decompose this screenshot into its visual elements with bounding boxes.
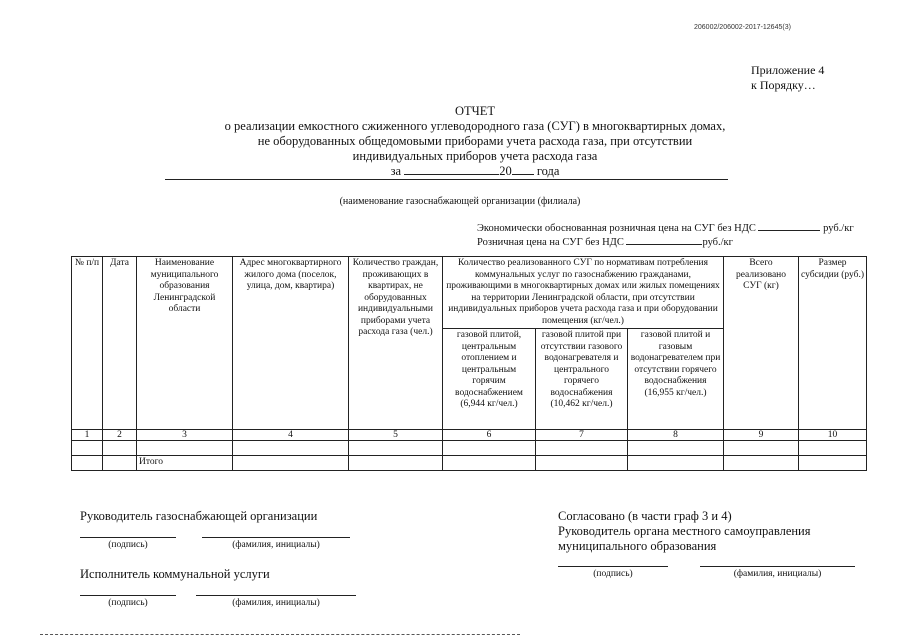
local-head-name-line[interactable] [700, 566, 855, 567]
table-cell[interactable] [72, 441, 103, 456]
table-cell[interactable] [536, 441, 628, 456]
period-prefix: за [390, 164, 402, 178]
header-group-lpg: Количество реализованного СУГ по нормативам потребления коммунальных услуг по газоснабжению гражданами, проживающими в многоквартирных домах или жилых помещениях на территории Ленинградской области, при отсутствии индивидуальных приборов учета расхода газа и при оборудовании помещения (кг/чел.) [443, 257, 724, 329]
table-cell[interactable] [233, 456, 349, 471]
table-cell[interactable] [233, 441, 349, 456]
retail-price-label: Розничная цена на СУГ без НДС [477, 237, 624, 248]
table-cell[interactable] [724, 456, 799, 471]
header-stove-central: газовой плитой, центральным отоплением и центральным горячим водоснабжением (6,944 кг/чел.) [443, 329, 536, 430]
column-number: 8 [628, 430, 724, 441]
header-date: Дата [103, 257, 137, 430]
header-stove-heater: газовой плитой и газовым водонагревателем при отсутствии горячего водоснабжения (16,955 кг/чел.) [628, 329, 724, 430]
economic-price-unit: руб./кг [823, 223, 854, 234]
org-name-line [165, 179, 728, 180]
table-cell[interactable] [628, 456, 724, 471]
name-caption: (фамилия, инициалы) [232, 598, 320, 608]
table-cell[interactable] [724, 441, 799, 456]
appendix-line-1: Приложение 4 [751, 63, 825, 77]
agreement-block [558, 509, 811, 554]
price-block [477, 221, 854, 249]
table-cell[interactable] [628, 441, 724, 456]
table-cell[interactable] [137, 441, 233, 456]
economic-price-row [477, 221, 854, 235]
signature-caption: (подпись) [108, 540, 148, 550]
table-cell[interactable] [349, 441, 443, 456]
title-line-1: о реализации емкостного сжиженного углеводородного газа (СУГ) в многоквартирных домах, [224, 119, 726, 133]
column-number: 5 [349, 430, 443, 441]
executor-signature-line[interactable] [80, 595, 176, 596]
page-edge-line [40, 634, 520, 635]
period-suffix: года [536, 164, 560, 178]
header-stove-no-heater: газовой плитой при отсутствии газового водонагревателя и центрального горячего водоснабжения (10,462 кг/чел.) [536, 329, 628, 430]
header-row-1 [72, 257, 867, 329]
column-number: 3 [137, 430, 233, 441]
table-cell[interactable] [103, 441, 137, 456]
table-cell[interactable] [536, 456, 628, 471]
agreed-label: Согласовано (в части граф 3 и 4) [558, 509, 732, 523]
executor-title: Исполнитель коммунальной услуги [80, 567, 270, 581]
signature-caption: (подпись) [593, 569, 633, 579]
org-name-caption: (наименование газоснабжающей организации (филиала) [339, 196, 581, 207]
title-line-2: не оборудованных общедомовыми приборами учета расхода газа, при отсутствии [257, 134, 693, 148]
column-number: 1 [72, 430, 103, 441]
retail-price-row [477, 235, 854, 249]
header-municipality: Наименование муниципального образования Ленинградской области [137, 257, 233, 430]
signature-caption: (подпись) [108, 598, 148, 608]
table-cell[interactable] [443, 441, 536, 456]
column-number: 9 [724, 430, 799, 441]
header-number: № п/п [72, 257, 103, 430]
column-number: 6 [443, 430, 536, 441]
column-number: 7 [536, 430, 628, 441]
local-head-line-2: муниципального образования [558, 539, 717, 553]
column-numbers-row [72, 430, 867, 441]
period-year: 20 [499, 164, 512, 178]
header-address: Адрес многоквартирного жилого дома (поселок, улица, дом, квартира) [233, 257, 349, 430]
name-caption: (фамилия, инициалы) [733, 569, 822, 579]
gas-head-signature-line[interactable] [80, 537, 176, 538]
table-row [72, 441, 867, 456]
header-citizens: Количество граждан, проживающих в квартирах, не оборудованных индивидуальными приборами учета расхода газа (чел.) [349, 257, 443, 430]
table-cell[interactable] [799, 441, 867, 456]
column-number: 10 [799, 430, 867, 441]
local-head-line-1: Руководитель органа местного самоуправления [558, 524, 811, 538]
gas-head-name-line[interactable] [202, 537, 350, 538]
column-number: 4 [233, 430, 349, 441]
retail-price-unit: руб./кг [702, 237, 733, 248]
executor-name-line[interactable] [196, 595, 356, 596]
table-cell [72, 456, 103, 471]
total-label: Итого [137, 456, 233, 471]
report-table [71, 256, 867, 471]
title-line-3: индивидуальных приборов учета расхода газа [352, 149, 598, 163]
appendix-line-2: к Порядку… [751, 78, 816, 92]
name-caption: (фамилия, инициалы) [232, 540, 320, 550]
document-id: 206002/206002-2017-12645(3) [694, 24, 791, 31]
header-subsidy: Размер субсидии (руб.) [799, 257, 867, 430]
table-cell[interactable] [443, 456, 536, 471]
header-total-lpg: Всего реализовано СУГ (кг) [724, 257, 799, 430]
report-period [190, 164, 760, 179]
title-heading: ОТЧЕТ [454, 104, 496, 118]
report-title [190, 104, 760, 179]
column-number: 2 [103, 430, 137, 441]
total-row [72, 456, 867, 471]
table-cell[interactable] [799, 456, 867, 471]
appendix-reference [751, 63, 824, 93]
gas-head-title: Руководитель газоснабжающей организации [80, 509, 318, 523]
table-cell[interactable] [349, 456, 443, 471]
table-cell [103, 456, 137, 471]
local-head-signature-line[interactable] [558, 566, 668, 567]
economic-price-label: Экономически обоснованная розничная цена на СУГ без НДС [477, 223, 756, 234]
